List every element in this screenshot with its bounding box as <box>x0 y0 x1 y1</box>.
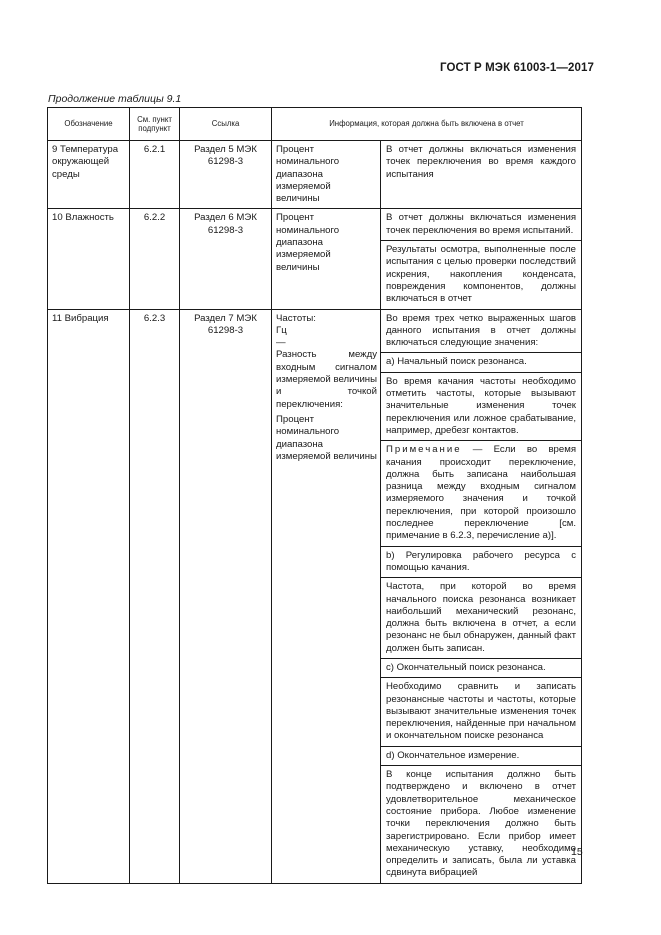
cell-info <box>381 209 582 309</box>
cell-clause: 6.2.3 <box>130 309 180 883</box>
cell-designation: 10 Влажность <box>48 209 130 309</box>
header-clause: См. пункт подпункт <box>130 108 180 141</box>
page-number: 15 <box>571 846 583 858</box>
cell-reference: Раздел 6 МЭК 61298-3 <box>180 209 272 309</box>
table-header-row <box>48 108 582 141</box>
info-paragraph: Во время качания частоты необходимо отметить частоты, которые вызывают значительные изменения точек переключения или ложное срабатывание, например, дребезг контактов. <box>381 372 581 440</box>
table-caption: Продолжение таблицы 9.1 <box>48 93 182 105</box>
cell-info <box>381 309 582 883</box>
cell-reference: Раздел 7 МЭК 61298-3 <box>180 309 272 883</box>
cell-clause: 6.2.2 <box>130 209 180 309</box>
info-paragraph: В конце испытания должно быть подтверждено и включено в отчет удовлетворительное механическое состояние прибора. Любое изменение точки переключения должно быть зарегистрировано. Если прибор имеет механическую уставку, необходимо определить и записать, была ли уставка сдвинута вибрацией <box>381 765 581 883</box>
cell-designation: 9 Температура окружающей среды <box>48 141 130 209</box>
info-note <box>381 440 581 545</box>
note-label: Примечание <box>386 444 462 456</box>
info-paragraph: Частота, при которой во время начального поиска резонанса возникает наибольший механический резонанс, должна быть включена в отчет, а если резонанс не был обнаружен, данный факт должен быть записан. <box>381 577 581 658</box>
note-text: — Если во время качания происходит переключение, должна быть записана наибольшая разница между входным сигналом измеряемого значения и точкой переключения, при которой произошло последнее переключение [см. примечание в 6.2.3, перечисление а)]. <box>386 444 577 542</box>
info-paragraph: Во время трех четко выраженных шагов данного испытания в отчет должны включаться следующие значения: <box>386 312 577 349</box>
requirements-table <box>47 107 582 884</box>
table-row <box>48 209 582 309</box>
conditions-percent: Процент номинального диапазона измеряемой величины <box>276 413 377 462</box>
info-paragraph: В отчет должны включаться изменения точек переключения во время каждого испытания <box>386 144 577 180</box>
table-row <box>48 141 582 209</box>
cell-reference: Раздел 5 МЭК 61298-3 <box>180 141 272 209</box>
cell-designation: 11 Вибрация <box>48 309 130 883</box>
table-row <box>48 309 582 883</box>
cell-conditions: Процент номинального диапазона измеряемой величины <box>272 141 381 209</box>
conditions-frequency-unit: Гц <box>276 324 287 336</box>
header-info: Информация, которая должна быть включена в отчет <box>272 108 582 141</box>
cell-conditions: Процент номинального диапазона измеряемой величины <box>272 209 381 309</box>
header-designation: Обозначение <box>48 108 130 141</box>
info-paragraph: Результаты осмотра, выполненные после испытания с целью проверки последствий искрения, накопления конденсата, повреждения компонентов, должны включаться в отчет <box>381 240 581 308</box>
cell-clause: 6.2.1 <box>130 141 180 209</box>
conditions-dash: — <box>276 337 286 349</box>
info-paragraph: Необходимо сравнить и записать резонансные частоты и частоты, которые вызывают значительные изменения точек переключения, найденные при начальном и окончательном поиске резонанса <box>381 677 581 745</box>
cell-info <box>381 141 582 209</box>
conditions-difference: Разность между входным сигналом измеряемой величины и точкой переключения: <box>276 349 377 410</box>
info-paragraph: В отчет должны включаться изменения точек переключения во время испытаний. <box>386 212 577 236</box>
info-paragraph: d) Окончательное измерение. <box>381 746 581 765</box>
info-paragraph: c) Окончательный поиск резонанса. <box>381 658 581 677</box>
document-header: ГОСТ Р МЭК 61003-1—2017 <box>440 62 594 74</box>
cell-conditions <box>272 309 381 883</box>
info-paragraph: a) Начальный поиск резонанса. <box>381 352 581 371</box>
conditions-frequency-label: Частоты: <box>276 312 316 324</box>
header-reference: Ссылка <box>180 108 272 141</box>
info-paragraph: b) Регулировка рабочего ресурса с помощью качания. <box>381 546 581 578</box>
